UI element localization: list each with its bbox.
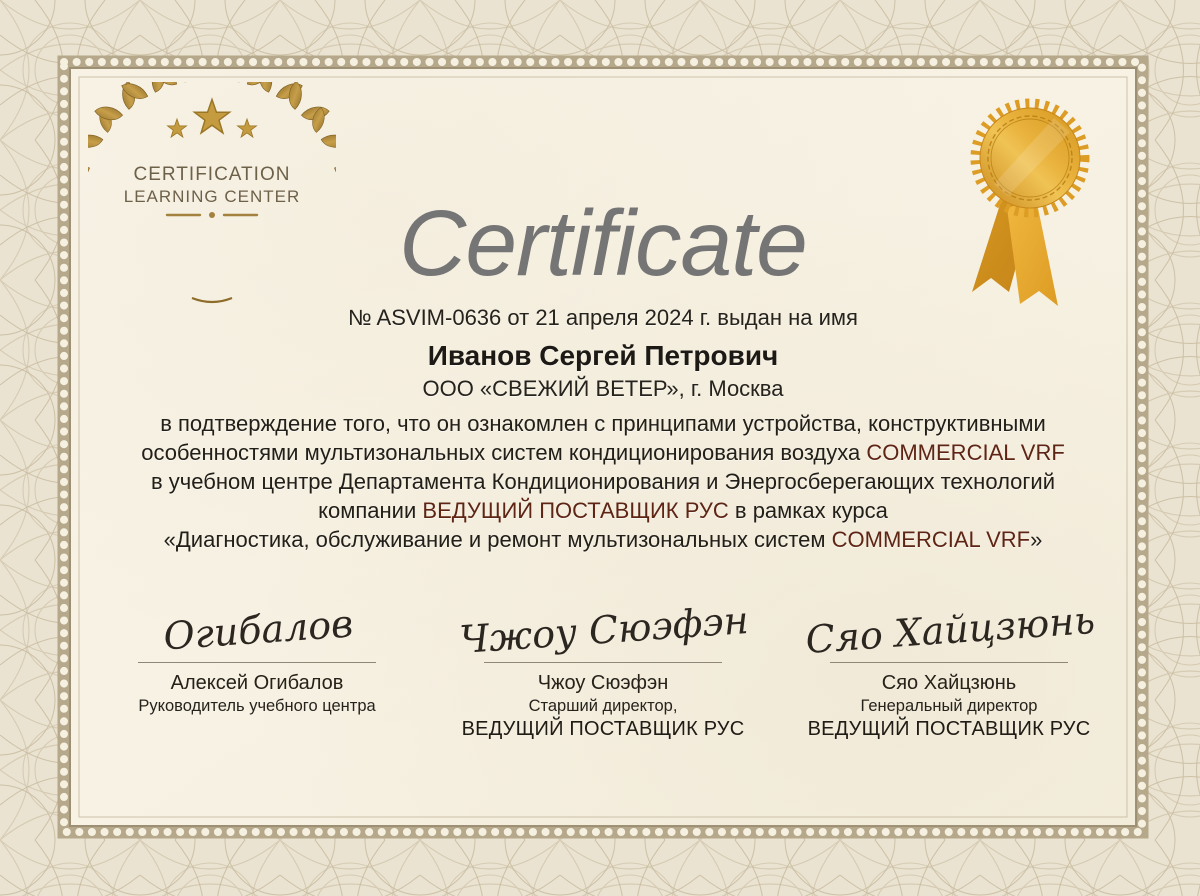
body-line-5-text: «Диагностика, обслуживание и ремонт мультизональных систем [163, 527, 832, 553]
signature-line [138, 662, 376, 663]
signature-row [92, 570, 1114, 741]
signatory-name: Чжоу Сюэфэн [537, 672, 669, 694]
signatory-3 [784, 570, 1114, 741]
signatory-company: ВЕДУЩИЙ ПОСТАВЩИК РУС [461, 718, 745, 740]
signatory-name: Алексей Огибалов [170, 672, 344, 694]
body-line-4-tail: в рамках курса [728, 498, 888, 524]
body-line-2-accent: COMMERCIAL VRF [866, 440, 1065, 466]
body-line-2-text: особенностями мультизональных систем кондиционирования воздуха [141, 440, 867, 466]
signature-line [484, 662, 722, 663]
signature-line [830, 662, 1068, 663]
signatory-role: Старший директор, [528, 697, 678, 715]
logo-divider [167, 212, 257, 218]
wreath-stem [192, 298, 232, 302]
body-line-2 [70, 438, 1136, 467]
signatory-2 [438, 570, 768, 741]
three-stars-icon [168, 100, 257, 138]
recipient-name: Иванов Сергей Петрович [427, 340, 779, 372]
body-line-4-text: компании [318, 498, 423, 524]
certificate-title: Certificate [399, 191, 807, 295]
issuer-logo [88, 82, 336, 306]
signature-handwriting: Чжоу Сюэфэн [458, 597, 751, 662]
body-line-3: в учебном центре Департамента Кондиционирования и Энергосберегающих технологий [150, 469, 1055, 495]
signatory-name: Сяо Хайцзюнь [881, 672, 1017, 694]
certificate-body [70, 409, 1136, 554]
body-line-5 [70, 525, 1136, 554]
logo-line1: CERTIFICATION [133, 164, 291, 185]
award-medal [950, 96, 1112, 328]
laurel-wreath-with-stars-icon [88, 82, 336, 306]
body-line-5-accent: COMMERCIAL VRF [831, 527, 1031, 553]
signatory-1 [92, 570, 422, 741]
gold-ribbon-medal-icon [950, 96, 1112, 328]
signatory-role: Генеральный директор [860, 697, 1038, 715]
body-line-1: в подтверждение того, что он ознакомлен с принципами устройства, конструктивными [160, 411, 1046, 437]
body-line-5-tail: » [1030, 527, 1043, 553]
certificate-panel [70, 68, 1136, 826]
signature-handwriting: Огибалов [162, 601, 355, 659]
logo-line2: LEARNING CENTER [123, 187, 301, 206]
body-line-4-accent: ВЕДУЩИЙ ПОСТАВЩИК РУС [422, 498, 729, 524]
issue-number-line: № ASVIM-0636 от 21 апреля 2024 г. выдан на имя [348, 304, 858, 330]
body-line-4 [70, 496, 1136, 525]
recipient-company: ООО «СВЕЖИЙ ВЕТЕР», г. Москва [422, 376, 784, 402]
signatory-role: Руководитель учебного центра [138, 697, 376, 715]
signatory-company: ВЕДУЩИЙ ПОСТАВЩИК РУС [807, 718, 1091, 740]
signature-handwriting: Сяо Хайцзюнь [804, 597, 1097, 663]
